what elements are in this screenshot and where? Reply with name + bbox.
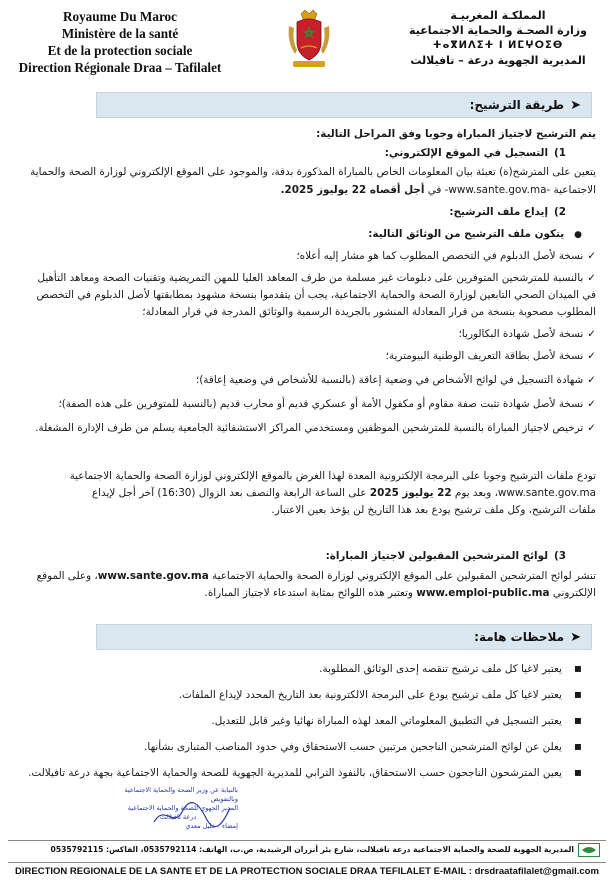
deposit-text-2: www.sante.gov.ma، وبعد يوم 22 يوليوز 2025 على الساعة الرابعة والنصف بعد الزوال (16:30) آخر أجل لإيداع [91, 487, 596, 499]
royal-coat-of-arms-icon [285, 8, 333, 70]
letterhead-french [4, 8, 236, 76]
section-candidacy-method [96, 92, 592, 118]
arrow-icon: ➤ [570, 630, 581, 645]
document-item: ✓ شهادة التسجيل في لوائح الأشخاص في وضعية إعاقة (بالنسبة للأشخاص في وضعية إعاقة)؛ [14, 372, 596, 388]
arrow-icon: ➤ [570, 98, 581, 113]
emploi-url: www.emploi-public.ma [416, 587, 550, 599]
step-1-text-2: الاجتماعية -www.sante.gov.ma- في أجل أقصاه 22 يوليوز 2025. [280, 184, 596, 196]
ministry-name-fr: Ministère de la santé [61, 26, 179, 41]
letterhead [0, 0, 614, 86]
sante-url: www.sante.gov.ma [97, 570, 209, 582]
direction-name-ar: المديرية الجهوية درعة – تافيلالت [410, 54, 586, 67]
kingdom-name-ar: المملكـة المغربيـة [450, 9, 546, 22]
ministry-name-ar: وزارة الصحـة والحماية الاجتماعية [409, 24, 587, 37]
step-3-text: تنشر لوائح المترشحين المقبولين على الموقع الإلكتروني لوزارة الصحة والحماية الاجتماعية www.sante.gov.ma، وعلى الموقع [36, 570, 596, 582]
document-item: ✓ ترخيص لاجتياز المباراة بالنسبة للمترشحين الموظفين ومستخدمي المراكز الاستشفائية الجامعية يسلم من طرف الإدارة المشغلة. [14, 420, 596, 436]
step-2-heading: 2)إيداع ملف الترشيح: [449, 206, 566, 218]
ministry-logo-icon [578, 843, 600, 857]
letterhead-arabic [388, 8, 608, 68]
kingdom-name-fr: Royaume Du Maroc [62, 9, 178, 24]
note-item: ▪ يعتبر لاغيا كل ملف ترشيح تنقصه إحدى الوثائق المطلوبة. [60, 660, 582, 677]
step-1-heading: 1)التسجيل في الموقع الإلكتروني: [384, 147, 566, 159]
document-item: ✓ نسخة لأصل شهادة البكالوريا؛ [14, 326, 596, 342]
step-3-text-2: الإلكتروني www.emploi-public.ma وتعتبر هذه اللوائح بمثابة استدعاء لاجتياز المباراة. [204, 587, 596, 599]
deposit-date: 22 يوليوز 2025 [369, 487, 452, 499]
ministry-name-fr-2: Et de la protection sociale [47, 43, 193, 58]
section-important-notes [96, 624, 592, 650]
documents-intro: ● يتكون ملف الترشيح من الوثائق التالية: [20, 226, 582, 243]
document-item: ✓ بالنسبة للمترشحين المتوفرين على دبلومات غير مسلمة من طرف المعاهد العليا للمهن التمريضية وتقنيات الصحة ومعاهد التأهيل [14, 270, 596, 286]
document-item: ✓ نسخة لأصل بطاقة التعريف الوطنية البيومترية؛ [14, 348, 596, 364]
deposit-text: تودع ملفات الترشيح وجوبا على البرمجة الإلكترونية المعدة لهذا الغرض بالموقع الإلكتروني لوزارة الصحة والحماية الاجتماعية [69, 470, 596, 482]
section-title: طريقة الترشيح: [469, 98, 565, 112]
note-item: ▪ يعتبر لاغيا كل ملف ترشيح يودع على البرمجة الالكترونية بعد التاريخ المحدد لإيداع الملفات. [40, 686, 582, 703]
official-stamp: بالنيابة عن وزير الصحة والحماية الاجتماعية وبالتفويض المدير الجهوي للصحة والحماية الاجتماعية درعة تافيلالت إمضاء : خليل معدي [124, 786, 238, 830]
document-item-cont: المطلوب مصحوبة بنسخة من قرار المعادلة المنشور بالجريدة الرسمية والوثائق المدرجة في قرار المعادلة؛ [142, 306, 596, 318]
ministry-name-tifinagh: ⵜⴰⴳⵍⴷⵉⵜ ⵏ ⵍⵎⵖⵔⵉⴱ [432, 40, 564, 51]
deadline: أجل أقصاه 22 يوليوز 2025. [280, 184, 425, 196]
section-title: ملاحظات هامة: [474, 630, 565, 644]
document-item: ✓ نسخة لأصل شهادة تثبت صفة مقاوم أو مكفول الأمة أو عسكري قديم أو محارب قديم (بالنسبة للمتوفرين على هذه الصفة)؛ [14, 396, 596, 412]
note-item: ▪ يعتبر التسجيل في التطبيق المعلوماتي المعد لهذه المباراة نهائيا وغير قابل للتعديل. [40, 712, 582, 729]
direction-name-fr: Direction Régionale Draa – Tafilalet [18, 60, 222, 75]
signature-icon [152, 800, 232, 830]
footer-address-ar: المديرية الجهوية للصحة والحماية الاجتماعية درعة تافيلالت، شارع بئر أنزران الرشيدية، ص.ب، الهاتف: 0535792114، الفاكس: 0535792115 [8, 840, 606, 859]
document-item: ✓ نسخة لأصل الدبلوم في التخصص المطلوب كما هو مشار إليه أعلاه؛ [14, 248, 596, 264]
document-item-cont: في الميدان الصحي التابعين لوزارة الصحة والحماية الاجتماعية، يجب أن يتقدموا بنسخة مشهود بمطابقتها لأصل الدبلوم في التخصص [36, 289, 596, 301]
step-1-text: يتعين على المترشح(ة) تعبئة بيان المعلومات الخاص بالمباراة المذكورة بدقة، والموجود على الموقع الإلكتروني لوزارة الصحة والحماية [30, 166, 596, 178]
deposit-text-3: ملفات الترشيح، وكل ملف ترشيح يودع بعد هذا التاريخ لن يؤخذ بعين الاعتبار. [271, 504, 596, 516]
step-3-heading: 3)لوائح المترشحين المقبولين لاجتياز المباراة: [325, 550, 566, 562]
note-item: ▪ يعين المترشحون الناجحون حسب الاستحقاق، بالنفوذ الترابي للمديرية الجهوية للصحة والحماية الاجتماعية بجهة درعة تافيلالت. [20, 764, 582, 781]
note-item: ▪ يعلن عن لوائح المترشحين الناجحين مرتبين حسب الاستحقاق وفي حدود المناصب المتبارى بشأنها. [40, 738, 582, 755]
footer-address-fr: DIRECTION REGIONALE DE LA SANTE ET DE LA PROTECTION SOCIALE DRAA TEFILALET E-MAIL : drsdraatafilalet@gmail.com [8, 862, 606, 881]
intro-text: يتم الترشيح لاجتياز المباراة وجوبا وفق المراحل التالية: [316, 128, 596, 140]
